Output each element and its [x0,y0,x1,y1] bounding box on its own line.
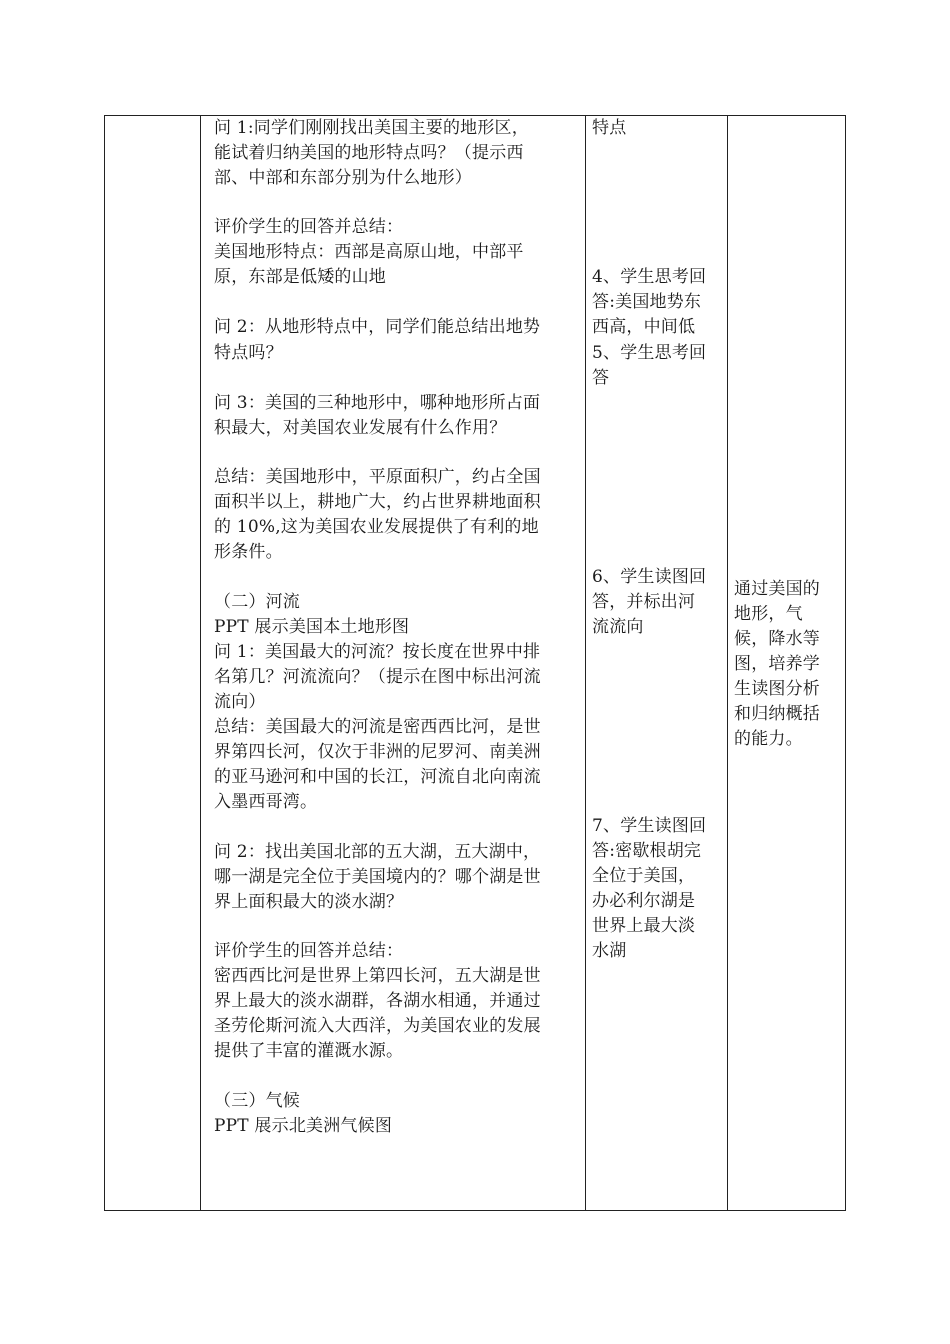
design-intent-column [728,116,846,1210]
stage-column [105,116,200,1210]
teacher-line: 界第四长河，仅次于非洲的尼罗河、南美洲 [214,742,541,762]
student-line: 答，并标出河 [592,592,696,612]
teacher-line: 形条件。 [214,542,283,562]
student-line: 4、学生思考回 [592,267,707,287]
teacher-line: 问 1：美国最大的河流？按长度在世界中排 [214,642,541,662]
teacher-line: 哪一湖是完全位于美国境内的？哪个湖是世 [214,867,541,887]
teacher-line: 部、中部和东部分别为什么地形） [214,168,472,188]
teacher-line: 评价学生的回答并总结： [214,941,404,961]
intent-line: 生读图分析 [734,679,820,699]
intent-line: 图，培养学 [734,654,820,674]
teacher-line: 问 2：找出美国北部的五大湖，五大湖中， [214,842,541,862]
student-line: 水湖 [592,941,627,961]
student-line: 特点 [592,118,627,138]
section-heading-rivers: （二）河流 [214,592,300,612]
intent-line: 和归纳概括 [734,704,820,724]
teacher-line: 入墨西哥湾。 [214,792,318,812]
teacher-line: PPT 展示北美洲气候图 [214,1116,393,1136]
teacher-line: 原，东部是低矮的山地 [214,267,386,287]
teacher-line: 总结：美国最大的河流是密西西比河，是世 [214,717,541,737]
student-line: 答:美国地势东 [592,292,702,312]
intent-line: 的能力。 [734,729,803,749]
teacher-line: 流向） [214,692,266,712]
student-activity-column [586,116,727,1210]
student-line: 办必利尔湖是 [592,891,696,911]
teacher-line: 圣劳伦斯河流入大西洋，为美国农业的发展 [214,1016,541,1036]
teacher-line: 界上最大的淡水湖群，各湖水相通，并通过 [214,991,541,1011]
student-line: 西高，中间低 [592,317,696,337]
lesson-table [104,115,846,1211]
teacher-line: 密西西比河是世界上第四长河，五大湖是世 [214,966,541,986]
teacher-line: 界上面积最大的淡水湖？ [214,892,404,912]
student-line: 世界上最大淡 [592,916,696,936]
student-line: 5、学生思考回 [592,343,707,363]
student-line: 答 [592,368,610,388]
student-line: 流流向 [592,617,644,637]
intent-line: 通过美国的 [734,579,820,599]
teacher-line: 特点吗？ [214,343,283,363]
teacher-line: 问 3：美国的三种地形中，哪种地形所占面 [214,393,541,413]
teacher-activity-column [201,116,585,1210]
student-line: 6、学生读图回 [592,567,707,587]
intent-line: 地形，气 [734,604,803,624]
teacher-line: 问 1:同学们刚刚找出美国主要的地形区， [214,118,529,138]
teacher-line: 积最大，对美国农业发展有什么作用？ [214,418,507,438]
teacher-line: 总结：美国地形中，平原面积广，约占全国 [214,467,541,487]
student-line: 答:密歇根胡完 [592,841,702,861]
teacher-line: 问 2：从地形特点中，同学们能总结出地势 [214,317,541,337]
student-line: 7、学生读图回 [592,816,707,836]
section-heading-climate: （三）气候 [214,1091,300,1111]
teacher-line: PPT 展示美国本土地形图 [214,617,410,637]
teacher-line: 的亚马逊河和中国的长江，河流自北向南流 [214,767,541,787]
teacher-line: 面积半以上，耕地广大，约占世界耕地面积 [214,492,541,512]
teacher-line: 的 10%,这为美国农业发展提供了有利的地 [214,517,539,537]
teacher-line: 能试着归纳美国的地形特点吗？（提示西 [214,143,524,163]
teacher-line: 名第几？河流流向？（提示在图中标出河流 [214,667,541,687]
teacher-line: 美国地形特点：西部是高原山地，中部平 [214,242,524,262]
intent-line: 候，降水等 [734,629,820,649]
teacher-line: 评价学生的回答并总结： [214,217,404,237]
student-line: 全位于美国， [592,866,696,886]
teacher-line: 提供了丰富的灌溉水源。 [214,1041,404,1061]
